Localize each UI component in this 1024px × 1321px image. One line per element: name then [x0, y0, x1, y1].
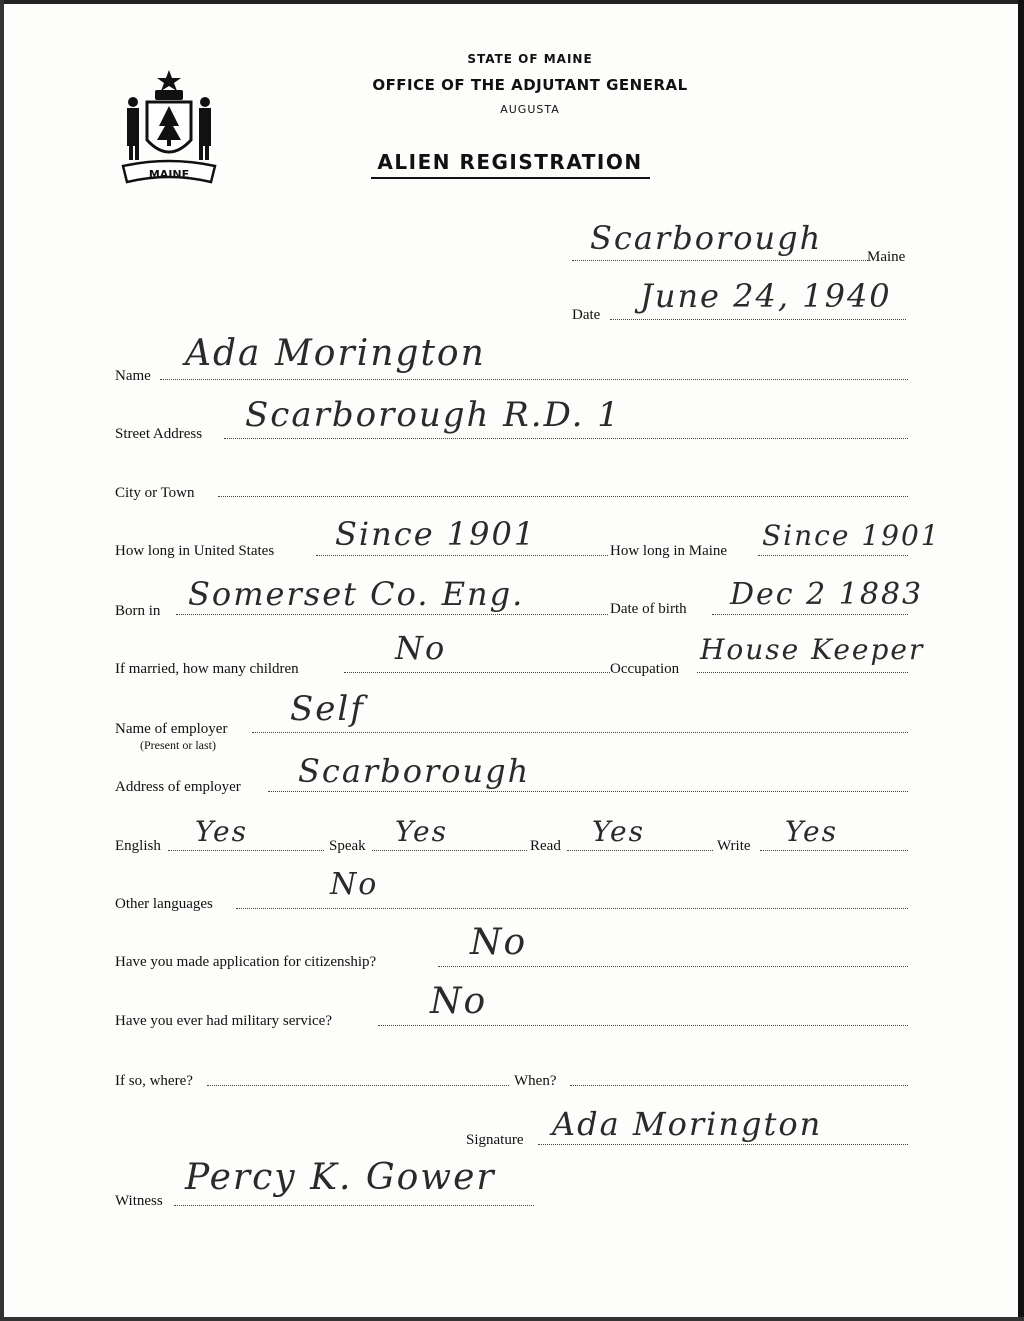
- military-label: Have you ever had military service?: [115, 1013, 332, 1029]
- write-label: Write: [717, 838, 751, 854]
- employer-name-label: Name of employer: [115, 721, 228, 737]
- city-town-label: City or Town: [115, 485, 195, 501]
- date-line: [610, 319, 906, 320]
- form-title: ALIEN REGISTRATION: [377, 150, 643, 174]
- military-value: No: [430, 981, 488, 1022]
- signature-label: Signature: [466, 1132, 524, 1148]
- read-label: Read: [530, 838, 561, 854]
- english-line: [168, 850, 324, 851]
- write-line: [760, 850, 908, 851]
- other-languages-line: [236, 908, 908, 909]
- children-line: [344, 672, 610, 673]
- employer-name-value: Self: [290, 689, 365, 729]
- scan-border-bottom: [0, 1317, 1024, 1321]
- witness-value: Percy K. Gower: [185, 1157, 496, 1198]
- other-languages-label: Other languages: [115, 896, 213, 912]
- city-town-line: [218, 496, 908, 497]
- speak-label: Speak: [329, 838, 366, 854]
- if-so-where-label: If so, where?: [115, 1073, 193, 1089]
- children-value: No: [395, 629, 447, 667]
- how-long-us-label: How long in United States: [115, 543, 275, 559]
- street-address-label: Street Address: [115, 426, 203, 442]
- employer-address-label: Address of employer: [115, 779, 241, 795]
- street-address-line: [224, 438, 908, 439]
- how-long-us-value: Since 1901: [335, 515, 537, 553]
- title-underline: [371, 177, 650, 179]
- witness-line: [174, 1205, 534, 1206]
- speak-line: [372, 850, 527, 851]
- occupation-label: Occupation: [610, 661, 680, 677]
- citizenship-value: No: [470, 922, 528, 963]
- scan-border-right: [1018, 0, 1024, 1321]
- place-value: Scarborough: [590, 219, 823, 257]
- street-address-value: Scarborough R.D. 1: [245, 395, 621, 435]
- read-value: Yes: [592, 815, 645, 848]
- read-line: [567, 850, 713, 851]
- english-label: English: [115, 838, 161, 854]
- header-office: OFFICE OF THE ADJUTANT GENERAL: [372, 76, 688, 94]
- employer-address-line: [268, 791, 908, 792]
- date-label: Date: [572, 307, 601, 323]
- citizenship-line: [438, 966, 908, 967]
- signature-line: [538, 1144, 908, 1145]
- how-long-maine-value: Since 1901: [762, 519, 941, 552]
- born-in-label: Born in: [115, 603, 161, 619]
- military-line: [378, 1025, 908, 1026]
- date-of-birth-label: Date of birth: [610, 601, 687, 617]
- place-line: [572, 260, 868, 261]
- when-label: When?: [514, 1073, 557, 1089]
- born-in-value: Somerset Co. Eng.: [188, 575, 525, 613]
- citizenship-label: Have you made application for citizenship?: [115, 954, 377, 970]
- when-line: [570, 1085, 908, 1086]
- born-in-line: [176, 614, 608, 615]
- scan-border-top: [0, 0, 1024, 4]
- employer-address-value: Scarborough: [298, 752, 531, 790]
- speak-value: Yes: [395, 815, 448, 848]
- scan-border-left: [0, 0, 4, 1321]
- date-of-birth-value: Dec 2 1883: [730, 577, 924, 612]
- seal-banner-text: MAINE: [148, 168, 190, 181]
- date-of-birth-line: [712, 614, 908, 615]
- employer-name-line: [252, 732, 908, 733]
- how-long-us-line: [316, 555, 608, 556]
- write-value: Yes: [785, 815, 838, 848]
- occupation-value: House Keeper: [700, 633, 925, 666]
- header-state: STATE OF MAINE: [467, 52, 593, 66]
- maine-seal-icon: [115, 68, 223, 188]
- other-languages-value: No: [330, 867, 379, 902]
- how-long-maine-label: How long in Maine: [610, 543, 728, 559]
- occupation-line: [697, 672, 908, 673]
- date-value: June 24, 1940: [640, 277, 892, 315]
- employer-name-sublabel: (Present or last): [140, 738, 216, 752]
- signature-value: Ada Morington: [552, 1105, 823, 1143]
- how-long-maine-line: [758, 555, 908, 556]
- place-suffix: Maine: [867, 249, 906, 265]
- english-value: Yes: [195, 815, 248, 848]
- if-so-where-line: [207, 1085, 509, 1086]
- name-value: Ada Morington: [185, 333, 486, 374]
- name-label: Name: [115, 368, 151, 384]
- children-label: If married, how many children: [115, 661, 299, 677]
- name-line: [160, 379, 908, 380]
- header-city: AUGUSTA: [500, 103, 560, 116]
- witness-label: Witness: [115, 1193, 163, 1209]
